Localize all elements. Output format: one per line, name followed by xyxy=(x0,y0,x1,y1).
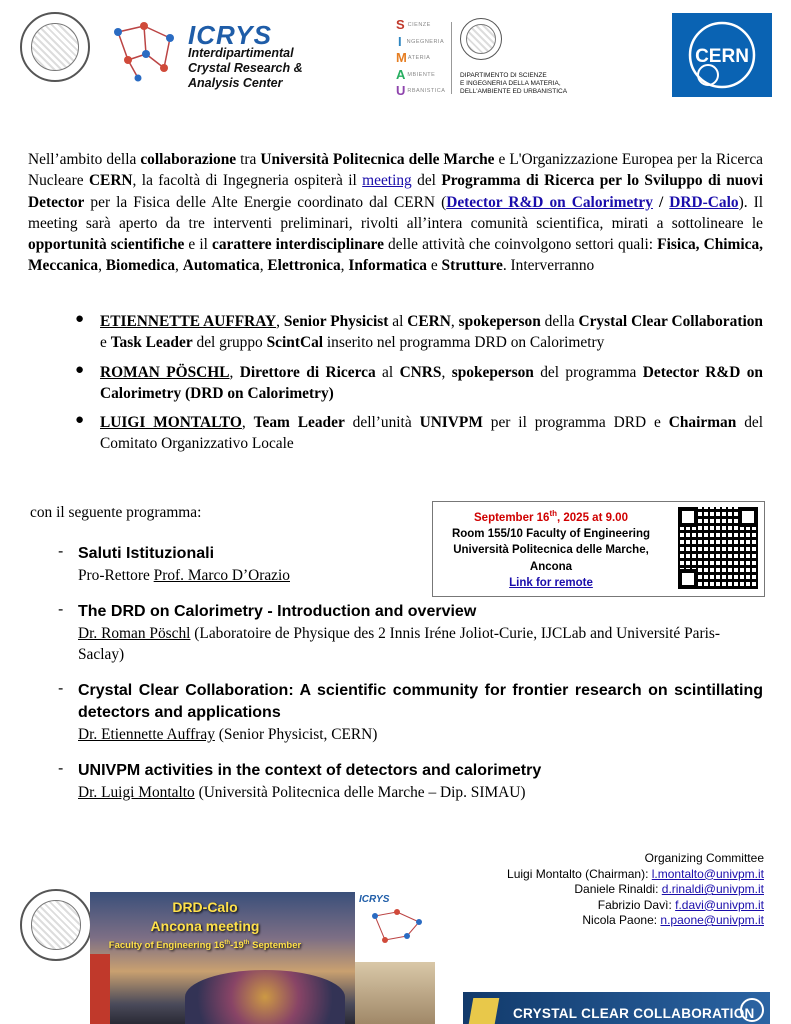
programme-speaker: Dr. Roman Pöschl (Laboratoire de Physique des 2 Innis Iréne Joliot-Curie, IJCLab and Université Paris-Saclay) xyxy=(78,625,721,663)
crystal-clear-title: CRYSTAL CLEAR COLLABORATION xyxy=(513,1006,755,1021)
speaker-item: ● LUIGI MONTALTO, Team Leader dell’unità UNIVPM per il programma DRD e Chairman del Comitato Organizzativo Locale xyxy=(75,412,763,455)
banner-subtitle: Ancona meeting xyxy=(150,918,260,934)
dash-bullet: - xyxy=(58,543,64,560)
department-line: E INGEGNERIA DELLA MATERIA, xyxy=(460,80,561,87)
email-link[interactable]: l.montalto@univpm.it xyxy=(651,866,764,881)
univpm-seal-icon xyxy=(31,23,79,71)
email-link[interactable]: n.paone@univpm.it xyxy=(660,913,764,927)
crystal-icon xyxy=(469,998,500,1024)
drd-calo-link[interactable]: DRD-Calo xyxy=(669,193,739,211)
speaker-name: ROMAN PÖSCHL xyxy=(100,363,230,381)
committee-heading: Organizing Committee xyxy=(644,851,764,865)
dash-bullet: - xyxy=(58,760,64,777)
committee-member: Fabrizio Davì: f.davi@univpm.it xyxy=(597,897,764,912)
event-university: Università Politecnica delle Marche, xyxy=(453,544,649,557)
programme-item xyxy=(58,601,763,665)
cathedral-image xyxy=(355,962,435,1024)
programme-speaker: Dr. Luigi Montalto (Università Politecnica delle Marche – Dip. SIMAU) xyxy=(78,784,526,801)
programme-speaker: Pro-Rettore Prof. Marco D’Orazio xyxy=(78,567,290,584)
simau-word: CIENZE xyxy=(407,22,431,28)
meeting-link[interactable]: meeting xyxy=(362,172,412,190)
icrys-sub-line: Analysis Center xyxy=(188,76,283,90)
programme-title: UNIVPM activities in the context of detectors and calorimetry xyxy=(78,762,542,779)
dash-bullet: - xyxy=(58,680,64,697)
programme-title: Saluti Istituzionali xyxy=(78,545,215,562)
speaker-item: ● ETIENNETTE AUFFRAY, Senior Physicist al CERN, spokeperson della Crystal Clear Collaboration e Task Leader del gruppo ScintCal inserito nel programma DRD on Calorimetry xyxy=(75,311,763,354)
department-line: DIPARTIMENTO DI SCIENZE xyxy=(460,72,547,79)
banner-title: DRD-Calo xyxy=(172,899,238,915)
simau-letter: U xyxy=(396,83,406,98)
drd-calo-banner xyxy=(90,892,435,1024)
detector-image xyxy=(185,970,345,1024)
speaker-list xyxy=(75,311,763,455)
programme-title: The DRD on Calorimetry - Introduction and overview xyxy=(78,603,477,620)
bullet-icon: ● xyxy=(75,412,85,429)
banner-text xyxy=(90,898,320,953)
simau-letter: M xyxy=(396,50,407,65)
email-link[interactable]: f.davi@univpm.it xyxy=(675,897,764,912)
email-link[interactable]: d.rinaldi@univpm.it xyxy=(661,882,764,896)
committee-member: Daniele Rinaldi: d.rinaldi@univpm.it xyxy=(574,882,764,896)
detector-rd-link[interactable]: Detector R&D on Calorimetry xyxy=(446,193,653,211)
programme-title: Crystal Clear Collaboration: A scientific community for frontier research on scintillating detectors and applications xyxy=(78,682,763,721)
icrys-subtitle xyxy=(188,46,303,91)
cern-logo-text: CERN xyxy=(695,46,749,67)
cern-logo-icon xyxy=(672,13,772,97)
simau-letter: I xyxy=(398,33,402,49)
speaker-item: ● ROMAN PÖSCHL, Direttore di Ricerca al CNRS, spokeperson del programma Detector R&D on Calorimetry (DRD on Calorimetry) xyxy=(75,362,763,405)
programme-intro: con il seguente programma: xyxy=(30,504,202,521)
icrys-mini-logo: ICRYS xyxy=(355,892,435,962)
dash-bullet: - xyxy=(58,601,64,618)
simau-logo xyxy=(396,17,451,100)
committee-member: Luigi Montalto (Chairman): l.montalto@univpm.it xyxy=(507,866,764,881)
cern-logo xyxy=(672,13,772,97)
intro-paragraph: Nell’ambito della collaborazione tra Università Politecnica delle Marche e L'Organizzazione Europea per la Ricerca Nucleare CERN, la facoltà di Ingegneria ospiterà il meeting del Programma di Ricerca per lo Sviluppo di nuovi Detector per la Fisica delle Alte Energie coordinato dal CERN (Detector R&D on Calorimetry / DRD-Calo). Il meeting sarà aperto da tre interventi preliminari, rivolti all’intera comunità scientifica, mirati a sottolineare le opportunità scientifiche e il carattere interdisciplinare delle attività che coinvolgono settori quali: Fisica, Chimica, Meccanica, Biomedica, Automatica, Elettronica, Informatica e Strutture. Interverranno xyxy=(28,151,764,275)
simau-divider xyxy=(451,22,452,94)
committee-member: Nicola Paone: n.paone@univpm.it xyxy=(582,913,764,927)
icrys-sub-line: Crystal Research & xyxy=(188,61,303,75)
simau-word: MBIENTE xyxy=(407,71,436,78)
crystal-clear-banner xyxy=(463,992,770,1024)
icrys-mini-molecule-icon xyxy=(367,908,427,953)
simau-word: RBANISTICA xyxy=(407,88,446,94)
univpm-footer-logo xyxy=(20,889,92,961)
bullet-icon: ● xyxy=(75,361,85,378)
speaker-name: LUIGI MONTALTO xyxy=(100,414,242,432)
event-city: Ancona xyxy=(529,560,573,573)
programme-list xyxy=(58,543,763,803)
programme-speaker: Dr. Etiennette Auffray (Senior Physicist, CERN) xyxy=(78,726,378,743)
icrys-molecule-icon xyxy=(108,20,180,82)
event-room: Room 155/10 Faculty of Engineering xyxy=(451,528,651,541)
organizing-committee xyxy=(404,851,764,929)
banner-dates: Faculty of Engineering 16th-19th September xyxy=(108,940,302,952)
simau-letter: S xyxy=(396,17,405,32)
icrys-title: ICRYS xyxy=(188,20,272,50)
department-line: DELL'AMBIENTE ED URBANISTICA xyxy=(460,88,568,95)
univpm-logo xyxy=(20,12,90,82)
univpm-small-seal-icon xyxy=(460,18,502,60)
cern-mini-logo-icon xyxy=(740,998,764,1022)
programme-item xyxy=(58,680,763,745)
bullet-icon: ● xyxy=(75,311,85,327)
speaker-name: ETIENNETTE AUFFRAY xyxy=(100,313,277,330)
simau-word: NGEGNERIA xyxy=(406,38,445,45)
simau-letter: A xyxy=(396,66,406,82)
remote-link[interactable]: Link for remote xyxy=(509,577,593,590)
programme-item xyxy=(58,760,763,803)
lighthouse-icon xyxy=(90,954,110,1024)
programme-item xyxy=(58,543,763,586)
event-date: September 16th, 2025 at 9.00 xyxy=(474,509,628,524)
department-name xyxy=(460,72,567,96)
simau-word: ATERIA xyxy=(407,55,431,61)
icrys-sub-line: Interdipartimental xyxy=(188,46,294,60)
